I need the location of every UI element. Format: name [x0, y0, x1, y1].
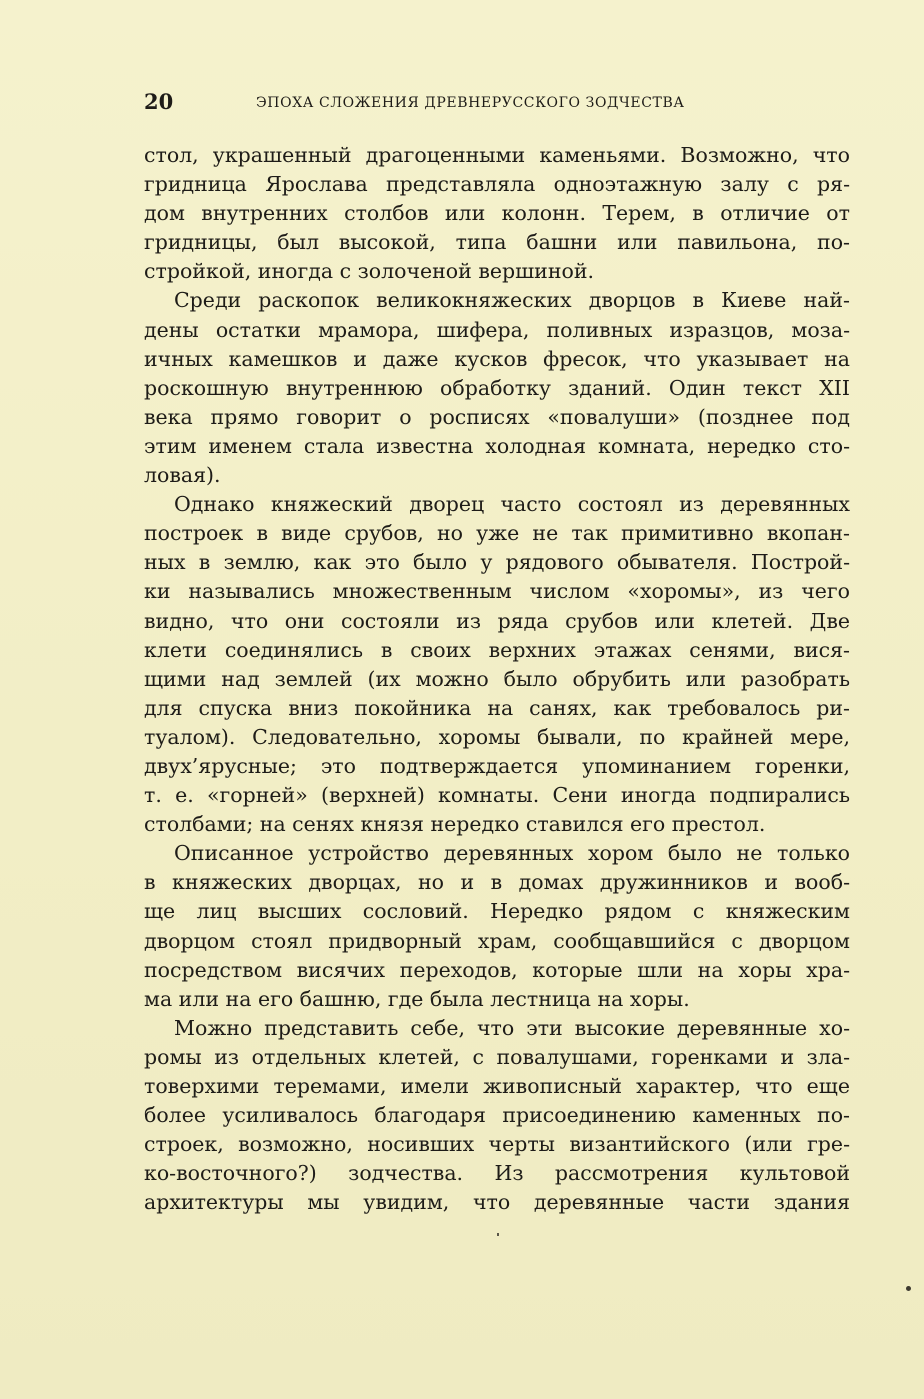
text-line: роскошную внутреннюю обработку зданий. Один текст XII: [144, 375, 850, 400]
paper-speck: [497, 1233, 499, 1236]
text-line: строек, возможно, носивших черты византийского (или гре-: [144, 1132, 850, 1157]
text-line: дворцом стоял придворный храм, сообщавшийся с дворцом: [144, 928, 850, 953]
text-line: ма или на его башню, где была лестница на хоры.: [144, 986, 690, 1011]
text-line: дены остатки мрамора, шифера, поливных изразцов, моза-: [144, 317, 850, 342]
text-line: дом внутренних столбов или колонн. Терем, в отличие от: [144, 201, 850, 226]
text-line: архитектуры мы увидим, что деревянные части здания: [144, 1190, 850, 1215]
text-line: столбами; на сенях князя нередко ставился его престол.: [144, 812, 766, 837]
text-line: стройкой, иногда с золоченой вершиной.: [144, 259, 595, 284]
text-line: ловая).: [144, 463, 221, 488]
text-line: видно, что они состояли из ряда срубов или клетей. Две: [144, 608, 850, 633]
body-text: [144, 141, 850, 1217]
text-line: Однако княжеский дворец часто состоял из деревянных: [174, 492, 850, 517]
text-line: посредством висячих переходов, которые шли на хоры хра-: [144, 957, 850, 982]
text-line: клети соединялись в своих верхних этажах сенями, вися-: [144, 637, 850, 662]
text-line: ки назывались множественным числом «хоромы», из чего: [144, 579, 850, 604]
text-line: построек в виде срубов, но уже не так примитивно вкопан-: [144, 521, 850, 546]
running-head: ЭПОХА СЛОЖЕНИЯ ДРЕВНЕРУССКОГО ЗОДЧЕСТВА: [256, 95, 685, 111]
text-line: Среди раскопок великокняжеских дворцов в Киеве най-: [174, 288, 850, 313]
text-line: века прямо говорит о росписях «повалуши» (позднее под: [144, 404, 850, 429]
paragraph: [144, 141, 850, 286]
paragraph: [144, 839, 850, 1014]
text-line: туалом). Следовательно, хоромы бывали, по крайней мере,: [144, 724, 850, 749]
text-line: гридница Ярослава представляла одноэтажную залу с ря-: [144, 172, 850, 197]
text-line: этим именем стала известна холодная комната, нередко сто-: [144, 433, 850, 458]
paragraph: [144, 1014, 850, 1218]
text-line: гридницы, был высокой, типа башни или павильона, по-: [144, 230, 850, 255]
text-line: двух’ярусные; это подтверждается упоминанием горенки,: [144, 753, 850, 778]
text-line: щими над землей (их можно было обрубить или разобрать: [144, 666, 850, 691]
text-line: стол, украшенный драгоценными каменьями. Возможно, что: [144, 143, 850, 167]
text-line: ко-восточного?) зодчества. Из рассмотрения культовой: [144, 1161, 850, 1186]
text-line: Описанное устройство деревянных хором было не только: [174, 841, 850, 866]
text-line: ромы из отдельных клетей, с повалушами, горенками и зла-: [144, 1044, 850, 1069]
paragraph: [144, 286, 850, 490]
text-line: ных в землю, как это было у рядового обывателя. Построй-: [144, 550, 850, 575]
text-line: в княжеских дворцах, но и в домах дружинников и вооб-: [144, 870, 850, 895]
paper-speck: [906, 1286, 911, 1291]
page-header: [144, 88, 850, 118]
text-line: ще лиц высших сословий. Нередко рядом с княжеским: [144, 899, 850, 924]
text-line: ичных камешков и даже кусков фресок, что указывает на: [144, 346, 850, 371]
text-line: для спуска вниз покойника на санях, как требовалось ри-: [144, 695, 850, 720]
text-line: товерхими теремами, имели живописный характер, что еще: [144, 1074, 850, 1098]
text-line: Можно представить себе, что эти высокие деревянные хо-: [174, 1015, 850, 1040]
page-number: 20: [144, 89, 174, 114]
text-line: т. е. «горней» (верхней) комнаты. Сени иногда подпирались: [144, 783, 850, 808]
paragraph: [144, 490, 850, 839]
text-line: более усиливалось благодаря присоединению каменных по-: [144, 1103, 850, 1128]
